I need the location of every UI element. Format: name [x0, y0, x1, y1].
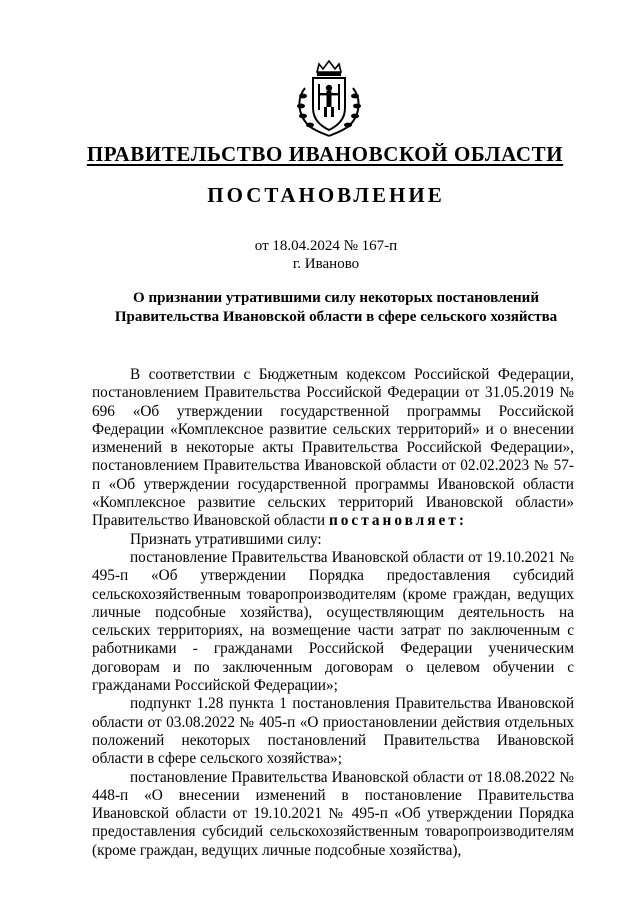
document-type-heading: ПОСТАНОВЛЕНИЕ	[207, 183, 445, 207]
resolution-paragraph: Признать утратившими силу:	[130, 530, 322, 548]
repealed-item-1: постановление Правительства Ивановской области от 19.10.2021 № 495-п «Об утверждении Порядка предоставления субсидий сельскохозяйственным товаропроизводителям (кроме граждан, ведущих личные подсобные хозяйства), осуществляющим деятельность на сельских территориях, на возмещение части затрат по заключенным с работниками - гражданами Российской Федерации ученическим договорам и по заключенным договорам о целевом обучении с гражданами Российской Федерации»;	[92, 548, 574, 695]
subject-line-1: О признании утратившими силу некоторых постановлений	[133, 290, 539, 306]
document-subject	[90, 289, 582, 327]
organization-title: ПРАВИТЕЛЬСТВО ИВАНОВСКОЙ ОБЛАСТИ	[86, 142, 564, 166]
preamble-text: В соответствии с Бюджетным кодексом Российской Федерации, постановлением Правительства Российской Федерации от 31.05.2019 № 696 «Об утверждении государственной программы Российской Федерации «Комплексное развитие сельских территорий» и о внесении изменений в некоторые акты Правительства Российской Федерации», постановлением Правительства Ивановской области от 02.02.2023 № 57-п «Об утверждении государственной программы Ивановской области «Комплексное развитие сельских территорий Ивановской области» Правительство Ивановской области	[92, 366, 574, 530]
preamble-paragraph	[92, 366, 574, 531]
subject-line-2: Правительства Ивановской области в сфере сельского хозяйства	[114, 309, 558, 325]
coat-of-arms-emblem	[291, 58, 367, 138]
document-body	[92, 366, 574, 860]
repealed-item-2: подпункт 1.28 пункта 1 постановления Правительства Ивановской области от 03.08.2022 № 405-п «О приостановлении действия отдельных положений некоторых постановлений Правительства Ивановской области в сфере сельского хозяйства»;	[92, 695, 574, 768]
decree-word: постановляет:	[328, 512, 467, 530]
document-date-number: от 18.04.2024 № 167-п	[254, 238, 398, 254]
repealed-item-3: постановление Правительства Ивановской области от 18.08.2022 № 448-п «О внесении изменений в постановление Правительства Ивановской области от 19.10.2021 № 495-п «Об утверждении Порядка предоставления субсидий сельскохозяйственным товаропроизводителям (кроме граждан, ведущих личные подсобные хозяйства),	[92, 768, 574, 859]
document-city: г. Иваново	[292, 256, 360, 272]
